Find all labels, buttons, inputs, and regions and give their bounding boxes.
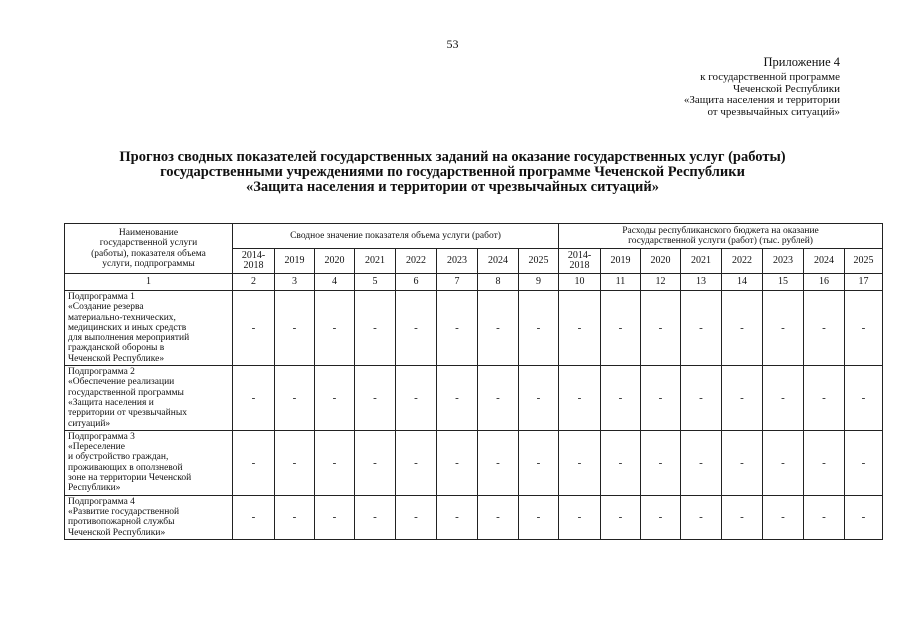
subprogram-name-line: для выполнения мероприятий	[68, 333, 190, 344]
column-number: 1	[65, 274, 233, 291]
subprogram-name-line: Чеченской Республике»	[68, 353, 165, 364]
value-cell: -	[355, 291, 396, 366]
table-row	[65, 495, 883, 539]
value-cell: -	[396, 495, 437, 539]
value-cell: -	[315, 430, 355, 495]
subprogram-name-line: «Обеспечение реализации	[68, 377, 175, 388]
header-budget-line: государственной услуги (работ) (тыс. рублей)	[628, 236, 813, 246]
title-line: Прогноз сводных показателей государственных заданий на оказание государственных услуг (работы)	[119, 149, 786, 165]
subprogram-name-line: проживающих в оползневой	[68, 462, 183, 473]
column-number: 7	[437, 274, 478, 291]
appendix-line: Чеченской Республики	[732, 82, 840, 95]
value-cell: -	[845, 366, 883, 431]
value-cell: -	[763, 430, 804, 495]
value-cell: -	[233, 366, 275, 431]
value-cell: -	[478, 366, 519, 431]
value-cell: -	[437, 291, 478, 366]
value-cell: -	[315, 495, 355, 539]
value-cell: -	[641, 366, 681, 431]
column-number: 8	[478, 274, 519, 291]
value-cell: -	[601, 430, 641, 495]
header-budget-group	[559, 224, 883, 249]
appendix-line: от чрезвычайных ситуаций»	[707, 105, 840, 118]
subprogram-name-cell	[65, 291, 233, 366]
value-cell: -	[601, 366, 641, 431]
subprogram-name-line: материально-технических,	[68, 312, 176, 323]
value-cell: -	[355, 430, 396, 495]
subprogram-name-cell	[65, 366, 233, 431]
appendix-line: «Защита населения и территории	[683, 94, 840, 106]
year-header: 2020	[641, 249, 681, 274]
subprogram-name-line: «Переселение	[68, 442, 125, 453]
subprogram-name-line: Республики»	[68, 483, 121, 494]
value-cell: -	[559, 495, 601, 539]
table-row	[65, 366, 883, 431]
year-header-line: 2014-	[567, 249, 592, 261]
column-number: 6	[396, 274, 437, 291]
value-cell: -	[559, 291, 601, 366]
year-header: 2022	[396, 249, 437, 274]
subprogram-name-line: зоне на территории Чеченской	[68, 473, 192, 484]
year-header: 2023	[437, 249, 478, 274]
value-cell: -	[315, 366, 355, 431]
subprogram-name-line: ситуаций»	[68, 418, 111, 429]
value-cell: -	[559, 430, 601, 495]
value-cell: -	[355, 366, 396, 431]
value-cell: -	[845, 430, 883, 495]
subprogram-name-line: Подпрограмма 4	[68, 496, 135, 507]
value-cell: -	[804, 495, 845, 539]
subprogram-name-line: «Развитие государственной	[68, 506, 180, 517]
value-cell: -	[355, 495, 396, 539]
value-cell: -	[722, 291, 763, 366]
value-cell: -	[763, 495, 804, 539]
header-volume-group: Сводное значение показателя объема услуги (работ)	[233, 224, 559, 249]
year-header: 2025	[519, 249, 559, 274]
column-number: 11	[601, 274, 641, 291]
year-header: 2021	[355, 249, 396, 274]
year-header-2014-2018	[233, 249, 275, 274]
year-header: 2025	[845, 249, 883, 274]
subprogram-name-line: Подпрограмма 1	[68, 292, 135, 302]
column-number: 4	[315, 274, 355, 291]
value-cell: -	[437, 366, 478, 431]
value-cell: -	[804, 430, 845, 495]
value-cell: -	[275, 495, 315, 539]
value-cell: -	[559, 366, 601, 431]
forecast-table	[64, 223, 883, 540]
subprogram-name-line: Чеченской Республики»	[68, 527, 166, 538]
table-row	[65, 291, 883, 366]
value-cell: -	[763, 366, 804, 431]
value-cell: -	[233, 291, 275, 366]
column-number: 5	[355, 274, 396, 291]
year-header: 2019	[601, 249, 641, 274]
column-number: 17	[845, 274, 883, 291]
value-cell: -	[681, 495, 722, 539]
appendix-block	[684, 72, 840, 118]
year-header: 2021	[681, 249, 722, 274]
value-cell: -	[845, 495, 883, 539]
value-cell: -	[641, 430, 681, 495]
subprogram-name-line: «Защита населения и	[68, 397, 154, 408]
document-title	[0, 150, 905, 195]
value-cell: -	[519, 291, 559, 366]
subprogram-name-line: медицинских и иных средств	[68, 322, 187, 333]
title-line: «Защита населения и территории от чрезвычайных ситуаций»	[245, 179, 660, 195]
value-cell: -	[519, 495, 559, 539]
value-cell: -	[519, 366, 559, 431]
value-cell: -	[722, 430, 763, 495]
value-cell: -	[233, 495, 275, 539]
year-header-line: 2018	[569, 260, 590, 271]
column-number: 12	[641, 274, 681, 291]
value-cell: -	[804, 366, 845, 431]
title-line: государственными учреждениями по государственной программе Чеченской Республики	[160, 164, 745, 180]
year-header: 2023	[763, 249, 804, 274]
value-cell: -	[681, 366, 722, 431]
column-number: 2	[233, 274, 275, 291]
value-cell: -	[275, 366, 315, 431]
year-header: 2020	[315, 249, 355, 274]
year-header-line: 2014-	[241, 249, 266, 261]
value-cell: -	[845, 291, 883, 366]
header-name-line: услуги, подпрограммы	[102, 259, 195, 269]
value-cell: -	[681, 291, 722, 366]
value-cell: -	[478, 495, 519, 539]
value-cell: -	[437, 495, 478, 539]
value-cell: -	[478, 291, 519, 366]
column-number: 3	[275, 274, 315, 291]
subprogram-name-cell	[65, 495, 233, 539]
subprogram-name-line: территории от чрезвычайных	[68, 408, 187, 419]
value-cell: -	[437, 430, 478, 495]
page-number: 53	[446, 37, 459, 51]
value-cell: -	[681, 430, 722, 495]
value-cell: -	[641, 495, 681, 539]
subprogram-name-cell	[65, 430, 233, 495]
table-row	[65, 430, 883, 495]
year-header: 2022	[722, 249, 763, 274]
header-name-line: Наименование	[118, 227, 179, 238]
value-cell: -	[641, 291, 681, 366]
year-header-2014-2018	[559, 249, 601, 274]
column-number: 9	[519, 274, 559, 291]
column-number: 16	[804, 274, 845, 291]
value-cell: -	[233, 430, 275, 495]
column-number: 13	[681, 274, 722, 291]
year-header: 2024	[478, 249, 519, 274]
value-cell: -	[722, 366, 763, 431]
value-cell: -	[478, 430, 519, 495]
column-number: 15	[763, 274, 804, 291]
subprogram-name-line: Подпрограмма 3	[68, 431, 135, 442]
appendix-line: к государственной программе	[700, 71, 840, 83]
column-number: 10	[559, 274, 601, 291]
subprogram-name-line: гражданской обороны в	[68, 343, 165, 354]
subprogram-name-line: Подпрограмма 2	[68, 367, 135, 378]
column-number: 14	[722, 274, 763, 291]
year-header: 2024	[804, 249, 845, 274]
subprogram-name-line: и обустройство граждан,	[68, 452, 169, 463]
value-cell: -	[275, 291, 315, 366]
header-name-cell	[65, 224, 233, 274]
value-cell: -	[275, 430, 315, 495]
value-cell: -	[519, 430, 559, 495]
value-cell: -	[315, 291, 355, 366]
value-cell: -	[722, 495, 763, 539]
value-cell: -	[763, 291, 804, 366]
value-cell: -	[396, 366, 437, 431]
year-header: 2019	[275, 249, 315, 274]
year-header-line: 2018	[243, 260, 264, 271]
value-cell: -	[804, 291, 845, 366]
header-budget-line: Расходы республиканского бюджета на оказание	[622, 225, 819, 236]
header-name-line: государственной услуги	[99, 238, 198, 248]
subprogram-name-line: «Создание резерва	[68, 302, 144, 313]
value-cell: -	[396, 430, 437, 495]
subprogram-name-line: противопожарной службы	[68, 517, 175, 528]
value-cell: -	[601, 291, 641, 366]
value-cell: -	[601, 495, 641, 539]
value-cell: -	[396, 291, 437, 366]
appendix-title: Приложение 4	[763, 55, 840, 69]
subprogram-name-line: государственной программы	[68, 387, 184, 398]
header-name-line: (работы), показателя объема	[91, 248, 206, 259]
